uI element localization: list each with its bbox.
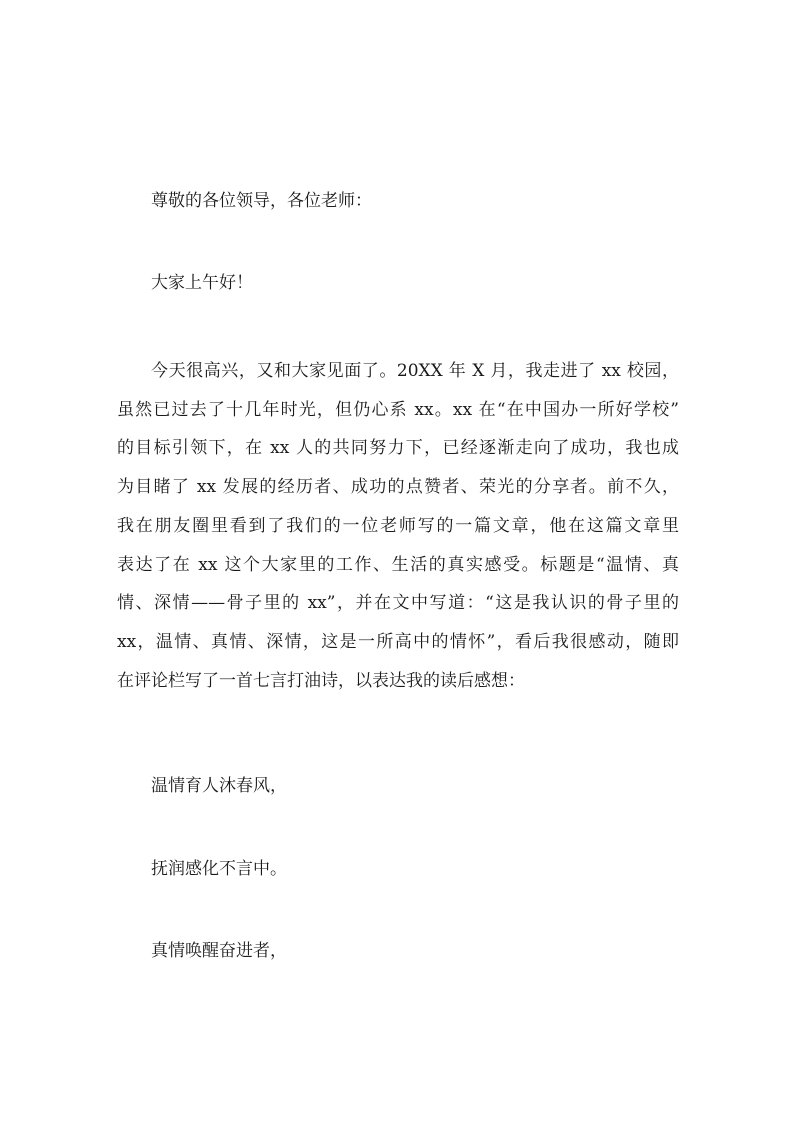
paragraph-line: 今天很高兴，又和大家见面了。20XX 年 X 月，我走进了 xx 校园，	[151, 361, 679, 381]
body-paragraph	[117, 352, 679, 700]
poem-line: 真情唤醒奋进者，	[151, 941, 287, 961]
poem-line: 抚润感化不言中。	[151, 859, 287, 879]
greeting: 大家上午好！	[151, 273, 253, 293]
paragraph-line: 的目标引领下，在 xx 人的共同努力下，已经逐渐走向了成功，我也成	[117, 438, 679, 459]
paragraph-line: 表达了在 xx 这个大家里的工作、生活的真实感受。标题是“温情、真	[117, 554, 679, 575]
paragraph-line: 情、深情——骨子里的 xx”，并在文中写道：“这是我认识的骨子里的	[117, 593, 679, 614]
paragraph-line: 在评论栏写了一首七言打油诗，以表达我的读后感想：	[117, 670, 525, 691]
paragraph-line: xx，温情、真情、深情，这是一所高中的情怀”，看后我很感动，随即	[117, 631, 679, 652]
paragraph-line: 为目睹了 xx 发展的经历者、成功的点赞者、荣光的分享者。前不久，	[117, 477, 679, 498]
paragraph-line: 虽然已过去了十几年时光，但仍心系 xx。xx 在“在中国办一所好学校”	[117, 399, 679, 420]
poem-line: 温情育人沐春风，	[151, 776, 287, 796]
paragraph-line: 我在朋友圈里看到了我们的一位老师写的一篇文章，他在这篇文章里	[117, 515, 679, 536]
salutation: 尊敬的各位领导，各位老师：	[151, 191, 372, 211]
